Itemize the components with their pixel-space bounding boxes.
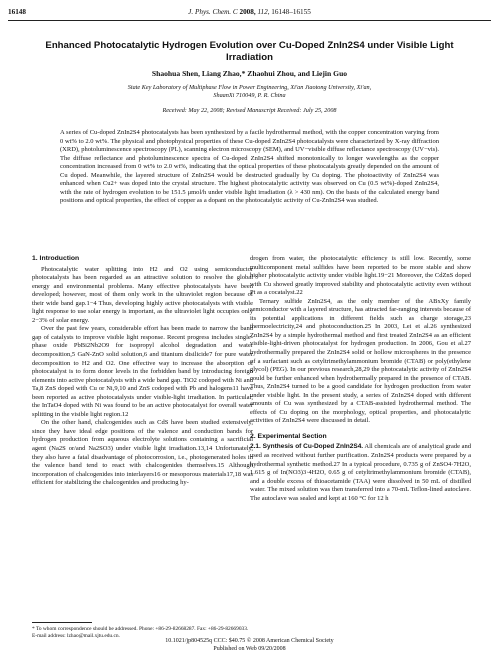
article-title: Enhanced Photocatalytic Hydrogen Evolution over Cu-Doped ZnIn2S4 under Visible Light Irradiation <box>45 40 454 63</box>
correspondence-footnote: * To whom correspondence should be addressed. Phone: +86-29-82668287. Fax: +86-29-82669033. E-mail address: lzhao@mail.xjtu.edu.cn. <box>32 626 249 639</box>
page-footer <box>40 638 459 653</box>
section-heading-introduction: 1. Introduction <box>32 255 80 262</box>
received-dates: Received: May 22, 2008; Revised Manuscript Received: July 25, 2008 <box>162 107 337 114</box>
journal-name: J. Phys. Chem. C <box>188 8 238 16</box>
author-list: Shaohua Shen, Liang Zhao,* Zhaohui Zhou, and Liejin Guo <box>151 69 348 78</box>
right-column <box>250 255 471 503</box>
paragraph: drogen from water, the photocatalytic efficiency is still low. Recently, some multicomponent metal sulfides have been reported to be more stable and show higher photocatalytic activity under visible light.19−21 Moreover, the CdZnS doped with Cu showed greatly improved stability and photocatalytic activity even without Pt as a cocatalyst.22 <box>250 255 471 297</box>
journal-volume: 112, <box>257 8 270 16</box>
journal-citation <box>8 8 491 16</box>
header-rule <box>8 20 491 21</box>
paragraph-text: All chemicals are of analytical grade and used as received without further purification. ZnIn2S4 products were prepared by a hydrothermal synthetic method.27 In a typical procedure, 0.735 g of ZnSO4·7H2O, 1.615 g of In(NO3)3·4H2O, 0.65 g of cetyltrimethylammonium bromide (CTAB), and a double excess of thioacetamide (TAA) were dissolved in 50 mL of distilled water. The mixed solution was then transferred into a 70-mL Teflon-lined autoclave. The autoclave was sealed and kept at 160 °C for 12 h <box>250 443 471 502</box>
spacer <box>250 426 471 433</box>
paragraph: Over the past few years, considerable effort has been made to narrow the band gap of catalysts to improve visible light response. Recent progress includes single-phase oxide PbBi2Nb2O9 for isopropyl alcohol degradation and water decomposition,5 GaN-ZnO solid solution,6 and titanium disilicide7 for pure water decomposition to H2 and O2. One effective way to increase the absorption of photocatalyst is to form donor levels in the forbidden band by introducing foreign elements into active photocatalysts with a wide band gap. TiO2 codoped with Ni and Ta,8 ZnS doped with Cu or Ni,9,10 and ZnS codoped with Pb and halogens11 have been reported as active photocatalysts under visible-light irradiation. In particular, the InTaO4 doped with Ni was found to be an active photocatalyst for overall water splitting in the visible light region.12 <box>32 325 253 418</box>
affiliation-line-2: ShaanXi 710049, P. R. China <box>213 92 286 99</box>
page-number: 16148 <box>8 8 26 16</box>
paragraph: Ternary sulfide ZnIn2S4, as the only member of the ABxXy family semiconductor with a layered structure, has attracted far-ranging interests because of its potential applications in different fields such as charge storage,23 thermoelectricity,24 and photoconduction.25 In 2003, Lei et al.26 synthesized ZnIn2S4 by a simple hydrothermal method and first treated ZnIn2S4 as an efficient visible-light-driven photocatalyst for hydrogen production. In 2006, Gou et al.27 hydrothermally prepared the ZnIn2S4 solid or hollow microspheres in the presence of a surfactant such as cetyltrimethylammonium bromide (CTAB) or poly(ethylene glycol) (PEG). In our previous research,28,29 the photocatalytic activity of ZnIn2S4 could be further enhanced when hydrothermally prepared in the presence of CTAB. Thus, ZnIn2S4 turned to be a good candidate for hydrogen production from water under visible light. In the present study, a series of ZnIn2S4 doped with different amounts of Cu was synthesized by a CTAB-assisted hydrothermal method. The effects of Cu doping on the morphology, optical properties, and photocatalytic activities of ZnIn2S4 were discussed in detail. <box>250 297 471 425</box>
doi-line: 10.1021/jp804525q CCC: $40.75 © 2008 American Chemical Society <box>165 638 334 644</box>
left-column <box>32 255 253 488</box>
footnote-rule <box>32 622 92 623</box>
paragraph: On the other hand, chalcogenides such as CdS have been studied extensively, since they have ideal edge positions of the valence and conduction bands for hydrogen production from aqueous electrolyte solutions containing a sacrificial agent (Na2S or/and Na2SO3) under visible light irradiation.13,14 Unfortunately, they also have a fatal disadvantage of photocorrosion, i.e., photogenerated holes in the valence band tend to react with chalcogenides themselves.15 Although incorporation of chalcogenides into interlayers16 or mesoporous materials17,18 was efficient for stabilizing the chalcogenides and producing hy- <box>32 419 253 487</box>
affiliation-line-1: State Key Laboratory of Multiphase Flow in Power Engineering, Xi'an Jiaotong University, Xi'an, <box>127 84 372 91</box>
affiliation <box>80 84 419 100</box>
page-header <box>8 8 491 20</box>
paragraph: Photocatalytic water splitting into H2 and O2 using semiconductor photocatalysts has been regarded as an attractive solution to resolve the global energy and environmental problems. Many effective photocatalysts have been developed; however, most of them only work in the ultraviolet region because of their wide band gap.1−4 Thus, developing highly active photocatalysts with visible light response to use solar energy is important, as the ultraviolet light occupies only 2−3% of solar energy. <box>32 265 253 324</box>
published-line: Published on Web 09/20/2008 <box>213 645 286 652</box>
abstract: A series of Cu-doped ZnIn2S4 photocatalysts has been synthesized by a facile hydrothermal method, with the copper concentration varying from 0 wt% to 2.0 wt%. The physical and photophysical properties of these Cu-doped ZnIn2S4 photocatalysts were characterized by X-ray diffraction (XRD), photoluminescence spectroscopy (PL), scanning electron microscopy (SEM), and UV−visible diffuse reflectance spectroscopy (UV−vis). The diffuse reflectance and photoluminescence spectra of Cu-doped ZnIn2S4 shifted monotonically to longer wavelengths as the copper concentration increased from 0 wt% to 2.0 wt%, indicating that the optical properties of these photocatalysts greatly depended on the amount of Cu doped. Meanwhile, the layered structure of ZnIn2S4 would be destructed gradually by Cu doping. The photoactivity of ZnIn2S4 was enhanced when Cu2+ was doped into the crystal structure. The highest photocatalytic activity was observed on Cu (0.5 wt%)-doped ZnIn2S4, with the rate of hydrogen evolution to be 151.5 μmol/h under visible light irradiation (λ > 430 nm). On the basis of the calculated energy band positions and optical properties, the effect of copper as a dopant on the photocatalytic activity of Cu-ZnIn2S4 was studied. <box>60 129 439 205</box>
journal-year: 2008, <box>239 8 256 16</box>
subsection-heading-synthesis: 2.1. Synthesis of Cu-Doped ZnIn2S4. <box>250 443 364 451</box>
section-heading-experimental: 2. Experimental Section <box>250 432 327 440</box>
journal-pages: 16148–16155 <box>271 8 311 16</box>
